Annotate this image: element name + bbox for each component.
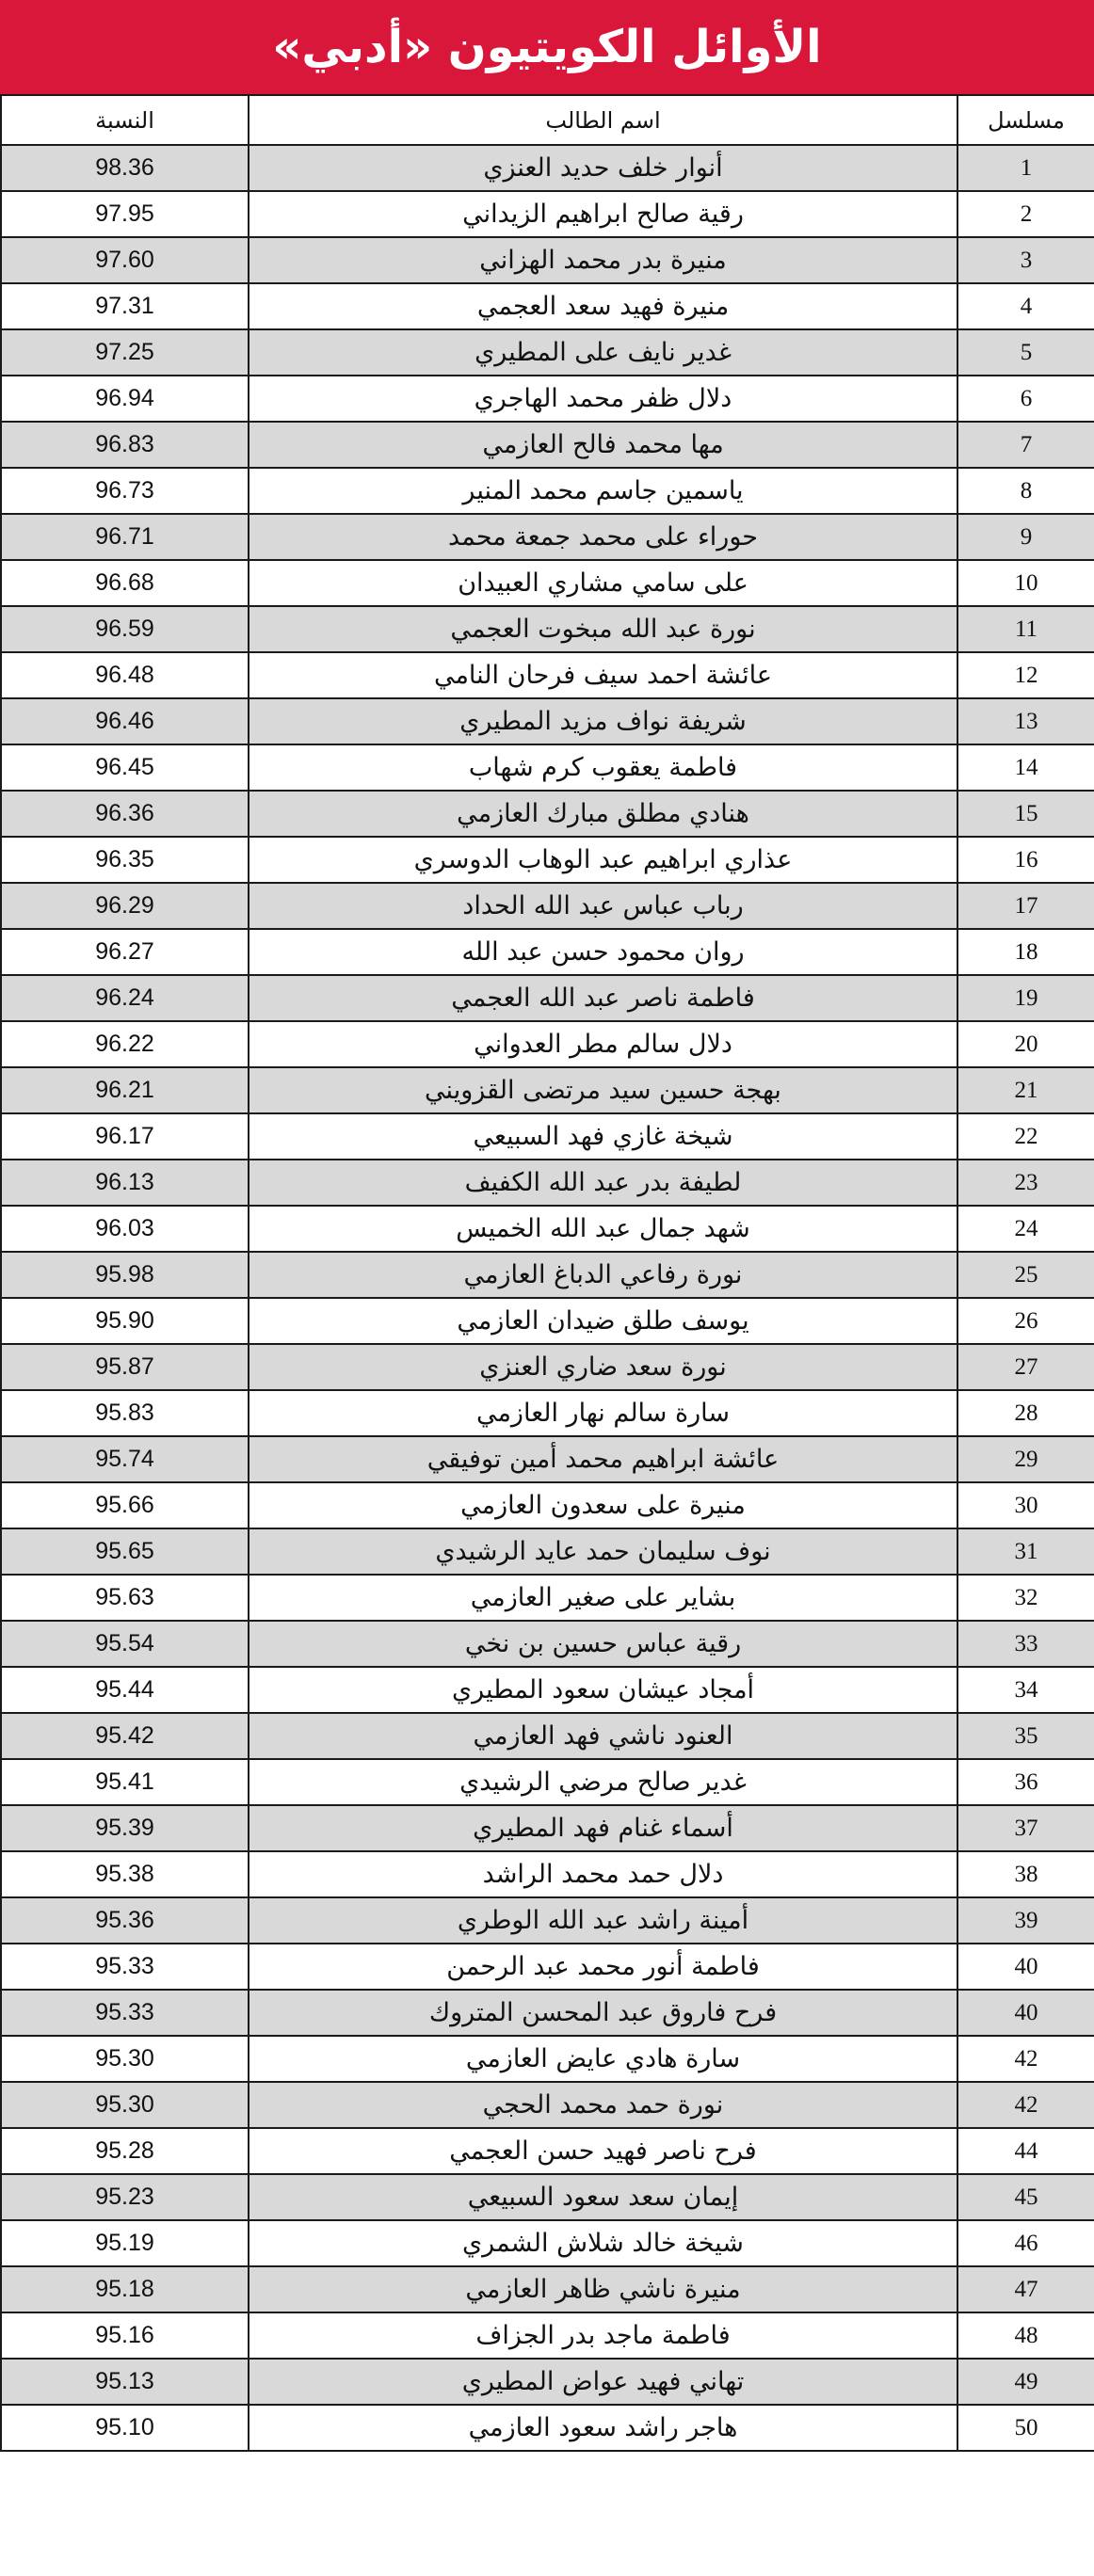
student-name-cell: فرح فاروق عبد المحسن المتروك	[249, 1990, 957, 2036]
student-name-cell: عذاري ابراهيم عبد الوهاب الدوسري	[249, 837, 957, 883]
table-row	[1, 560, 1094, 606]
student-name-cell: نورة سعد ضاري العنزي	[249, 1344, 957, 1390]
table-row	[1, 606, 1094, 652]
table-row	[1, 1805, 1094, 1851]
percentage-cell: 95.33	[1, 1944, 249, 1990]
serial-cell: 12	[957, 652, 1094, 698]
header-serial: مسلسل	[957, 95, 1094, 145]
percentage-cell: 96.22	[1, 1021, 249, 1067]
percentage-cell: 97.60	[1, 237, 249, 283]
student-name-cell: سارة سالم نهار العازمي	[249, 1390, 957, 1436]
student-name-cell: هنادي مطلق مبارك العازمي	[249, 791, 957, 837]
student-name-cell: شريفة نواف مزيد المطيري	[249, 698, 957, 744]
percentage-cell: 95.63	[1, 1575, 249, 1621]
serial-cell: 26	[957, 1298, 1094, 1344]
table-row	[1, 145, 1094, 191]
serial-cell: 19	[957, 975, 1094, 1021]
student-name-cell: نورة عبد الله مبخوت العجمي	[249, 606, 957, 652]
table-row	[1, 1759, 1094, 1805]
percentage-cell: 95.18	[1, 2266, 249, 2312]
serial-cell: 42	[957, 2036, 1094, 2082]
percentage-cell: 95.44	[1, 1667, 249, 1713]
student-name-cell: فاطمة ناصر عبد الله العجمي	[249, 975, 957, 1021]
table-row	[1, 1113, 1094, 1160]
table-row	[1, 1897, 1094, 1944]
serial-cell: 36	[957, 1759, 1094, 1805]
serial-cell: 30	[957, 1482, 1094, 1528]
student-name-cell: شيخة خالد شلاش الشمري	[249, 2220, 957, 2266]
student-name-cell: فرح ناصر فهيد حسن العجمي	[249, 2128, 957, 2174]
serial-cell: 40	[957, 1944, 1094, 1990]
percentage-cell: 96.94	[1, 376, 249, 422]
percentage-cell: 98.36	[1, 145, 249, 191]
table-row	[1, 1575, 1094, 1621]
serial-cell: 6	[957, 376, 1094, 422]
table-row	[1, 1944, 1094, 1990]
serial-cell: 14	[957, 744, 1094, 791]
serial-cell: 47	[957, 2266, 1094, 2312]
serial-cell: 28	[957, 1390, 1094, 1436]
percentage-cell: 96.27	[1, 929, 249, 975]
percentage-cell: 95.23	[1, 2174, 249, 2220]
table-row	[1, 791, 1094, 837]
student-name-cell: أنوار خلف حديد العنزي	[249, 145, 957, 191]
percentage-cell: 95.87	[1, 1344, 249, 1390]
serial-cell: 34	[957, 1667, 1094, 1713]
serial-cell: 20	[957, 1021, 1094, 1067]
student-name-cell: غدير صالح مرضي الرشيدي	[249, 1759, 957, 1805]
table-row	[1, 698, 1094, 744]
student-name-cell: بشاير على صغير العازمي	[249, 1575, 957, 1621]
table-header-row	[1, 95, 1094, 145]
title-banner	[0, 0, 1094, 94]
serial-cell: 38	[957, 1851, 1094, 1897]
student-name-cell: أسماء غنام فهد المطيري	[249, 1805, 957, 1851]
serial-cell: 29	[957, 1436, 1094, 1482]
percentage-cell: 96.36	[1, 791, 249, 837]
percentage-cell: 96.71	[1, 514, 249, 560]
serial-cell: 46	[957, 2220, 1094, 2266]
percentage-cell: 96.83	[1, 422, 249, 468]
serial-cell: 35	[957, 1713, 1094, 1759]
student-name-cell: فاطمة يعقوب كرم شهاب	[249, 744, 957, 791]
serial-cell: 1	[957, 145, 1094, 191]
serial-cell: 50	[957, 2405, 1094, 2451]
header-student-name: اسم الطالب	[249, 95, 957, 145]
percentage-cell: 95.16	[1, 2312, 249, 2359]
table-row	[1, 2359, 1094, 2405]
percentage-cell: 95.10	[1, 2405, 249, 2451]
student-name-cell: دلال حمد محمد الراشد	[249, 1851, 957, 1897]
table-row	[1, 975, 1094, 1021]
serial-cell: 3	[957, 237, 1094, 283]
student-name-cell: تهاني فهيد عواض المطيري	[249, 2359, 957, 2405]
table-row	[1, 237, 1094, 283]
table-row	[1, 2266, 1094, 2312]
serial-cell: 22	[957, 1113, 1094, 1160]
page-title: الأوائل الكويتيون «أدبي»	[272, 21, 822, 73]
percentage-cell: 96.35	[1, 837, 249, 883]
percentage-cell: 95.13	[1, 2359, 249, 2405]
serial-cell: 9	[957, 514, 1094, 560]
table-row	[1, 1160, 1094, 1206]
student-name-cell: نوف سليمان حمد عايد الرشيدي	[249, 1528, 957, 1575]
percentage-cell: 96.45	[1, 744, 249, 791]
student-name-cell: حوراء على محمد جمعة محمد	[249, 514, 957, 560]
serial-cell: 11	[957, 606, 1094, 652]
percentage-cell: 95.83	[1, 1390, 249, 1436]
percentage-cell: 95.74	[1, 1436, 249, 1482]
serial-cell: 7	[957, 422, 1094, 468]
percentage-cell: 96.21	[1, 1067, 249, 1113]
serial-cell: 18	[957, 929, 1094, 975]
student-name-cell: لطيفة بدر عبد الله الكفيف	[249, 1160, 957, 1206]
table-row	[1, 2128, 1094, 2174]
table-row	[1, 376, 1094, 422]
table-row	[1, 2220, 1094, 2266]
table-row	[1, 1252, 1094, 1298]
student-name-cell: أمينة راشد عبد الله الوطري	[249, 1897, 957, 1944]
student-name-cell: هاجر راشد سعود العازمي	[249, 2405, 957, 2451]
student-name-cell: بهجة حسين سيد مرتضى القزويني	[249, 1067, 957, 1113]
table-row	[1, 1528, 1094, 1575]
table-row	[1, 1667, 1094, 1713]
table-row	[1, 1390, 1094, 1436]
table-row	[1, 929, 1094, 975]
percentage-cell: 95.42	[1, 1713, 249, 1759]
student-name-cell: غدير نايف على المطيري	[249, 329, 957, 376]
table-row	[1, 837, 1094, 883]
table-row	[1, 422, 1094, 468]
student-name-cell: رباب عباس عبد الله الحداد	[249, 883, 957, 929]
percentage-cell: 95.54	[1, 1621, 249, 1667]
serial-cell: 23	[957, 1160, 1094, 1206]
student-name-cell: منيرة فهيد سعد العجمي	[249, 283, 957, 329]
percentage-cell: 96.48	[1, 652, 249, 698]
percentage-cell: 97.25	[1, 329, 249, 376]
serial-cell: 13	[957, 698, 1094, 744]
table-row	[1, 744, 1094, 791]
serial-cell: 42	[957, 2082, 1094, 2128]
percentage-cell: 96.59	[1, 606, 249, 652]
table-row	[1, 1067, 1094, 1113]
serial-cell: 8	[957, 468, 1094, 514]
student-name-cell: نورة رفاعي الدباغ العازمي	[249, 1252, 957, 1298]
percentage-cell: 95.39	[1, 1805, 249, 1851]
student-name-cell: شيخة غازي فهد السبيعي	[249, 1113, 957, 1160]
percentage-cell: 96.68	[1, 560, 249, 606]
percentage-cell: 95.36	[1, 1897, 249, 1944]
serial-cell: 49	[957, 2359, 1094, 2405]
student-name-cell: نورة حمد محمد الحجي	[249, 2082, 957, 2128]
student-name-cell: فاطمة أنور محمد عبد الرحمن	[249, 1944, 957, 1990]
table-row	[1, 1851, 1094, 1897]
serial-cell: 44	[957, 2128, 1094, 2174]
percentage-cell: 96.73	[1, 468, 249, 514]
serial-cell: 25	[957, 1252, 1094, 1298]
percentage-cell: 95.41	[1, 1759, 249, 1805]
serial-cell: 5	[957, 329, 1094, 376]
serial-cell: 32	[957, 1575, 1094, 1621]
student-name-cell: فاطمة ماجد بدر الجزاف	[249, 2312, 957, 2359]
table-row	[1, 329, 1094, 376]
table-row	[1, 1621, 1094, 1667]
student-name-cell: إيمان سعد سعود السبيعي	[249, 2174, 957, 2220]
percentage-cell: 95.33	[1, 1990, 249, 2036]
student-name-cell: دلال ظفر محمد الهاجري	[249, 376, 957, 422]
table-row	[1, 1206, 1094, 1252]
percentage-cell: 96.46	[1, 698, 249, 744]
student-name-cell: رقية عباس حسين بن نخي	[249, 1621, 957, 1667]
table-row	[1, 2405, 1094, 2451]
results-table	[0, 94, 1094, 2452]
student-name-cell: دلال سالم مطر العدواني	[249, 1021, 957, 1067]
student-name-cell: روان محمود حسن عبد الله	[249, 929, 957, 975]
student-name-cell: مها محمد فالح العازمي	[249, 422, 957, 468]
percentage-cell: 96.03	[1, 1206, 249, 1252]
percentage-cell: 95.30	[1, 2036, 249, 2082]
percentage-cell: 96.24	[1, 975, 249, 1021]
percentage-cell: 95.98	[1, 1252, 249, 1298]
student-name-cell: منيرة على سعدون العازمي	[249, 1482, 957, 1528]
table-row	[1, 191, 1094, 237]
percentage-cell: 96.17	[1, 1113, 249, 1160]
serial-cell: 2	[957, 191, 1094, 237]
serial-cell: 39	[957, 1897, 1094, 1944]
percentage-cell: 96.13	[1, 1160, 249, 1206]
table-row	[1, 652, 1094, 698]
table-row	[1, 1713, 1094, 1759]
table-row	[1, 1021, 1094, 1067]
serial-cell: 45	[957, 2174, 1094, 2220]
table-row	[1, 1436, 1094, 1482]
percentage-cell: 95.38	[1, 1851, 249, 1897]
percentage-cell: 95.28	[1, 2128, 249, 2174]
serial-cell: 10	[957, 560, 1094, 606]
table-row	[1, 2174, 1094, 2220]
student-name-cell: رقية صالح ابراهيم الزيداني	[249, 191, 957, 237]
serial-cell: 48	[957, 2312, 1094, 2359]
serial-cell: 4	[957, 283, 1094, 329]
student-name-cell: شهد جمال عبد الله الخميس	[249, 1206, 957, 1252]
percentage-cell: 95.65	[1, 1528, 249, 1575]
student-name-cell: يوسف طلق ضيدان العازمي	[249, 1298, 957, 1344]
student-name-cell: منيرة ناشي ظاهر العازمي	[249, 2266, 957, 2312]
serial-cell: 24	[957, 1206, 1094, 1252]
table-row	[1, 514, 1094, 560]
student-name-cell: سارة هادي عايض العازمي	[249, 2036, 957, 2082]
serial-cell: 17	[957, 883, 1094, 929]
header-percentage: النسبة	[1, 95, 249, 145]
student-name-cell: عائشة ابراهيم محمد أمين توفيقي	[249, 1436, 957, 1482]
student-name-cell: أمجاد عيشان سعود المطيري	[249, 1667, 957, 1713]
serial-cell: 27	[957, 1344, 1094, 1390]
serial-cell: 16	[957, 837, 1094, 883]
table-row	[1, 2312, 1094, 2359]
table-row	[1, 283, 1094, 329]
percentage-cell: 95.90	[1, 1298, 249, 1344]
percentage-cell: 97.95	[1, 191, 249, 237]
serial-cell: 33	[957, 1621, 1094, 1667]
table-row	[1, 883, 1094, 929]
table-row	[1, 1344, 1094, 1390]
table-row	[1, 468, 1094, 514]
percentage-cell: 95.30	[1, 2082, 249, 2128]
table-row	[1, 1298, 1094, 1344]
serial-cell: 15	[957, 791, 1094, 837]
serial-cell: 40	[957, 1990, 1094, 2036]
student-name-cell: منيرة بدر محمد الهزاني	[249, 237, 957, 283]
table-body	[1, 145, 1094, 2451]
student-name-cell: ياسمين جاسم محمد المنير	[249, 468, 957, 514]
serial-cell: 31	[957, 1528, 1094, 1575]
percentage-cell: 95.19	[1, 2220, 249, 2266]
serial-cell: 21	[957, 1067, 1094, 1113]
student-name-cell: على سامي مشاري العبيدان	[249, 560, 957, 606]
serial-cell: 37	[957, 1805, 1094, 1851]
student-name-cell: عائشة احمد سيف فرحان النامي	[249, 652, 957, 698]
table-row	[1, 1990, 1094, 2036]
percentage-cell: 96.29	[1, 883, 249, 929]
table-row	[1, 2036, 1094, 2082]
table-row	[1, 1482, 1094, 1528]
percentage-cell: 95.66	[1, 1482, 249, 1528]
table-row	[1, 2082, 1094, 2128]
percentage-cell: 97.31	[1, 283, 249, 329]
student-name-cell: العنود ناشي فهد العازمي	[249, 1713, 957, 1759]
